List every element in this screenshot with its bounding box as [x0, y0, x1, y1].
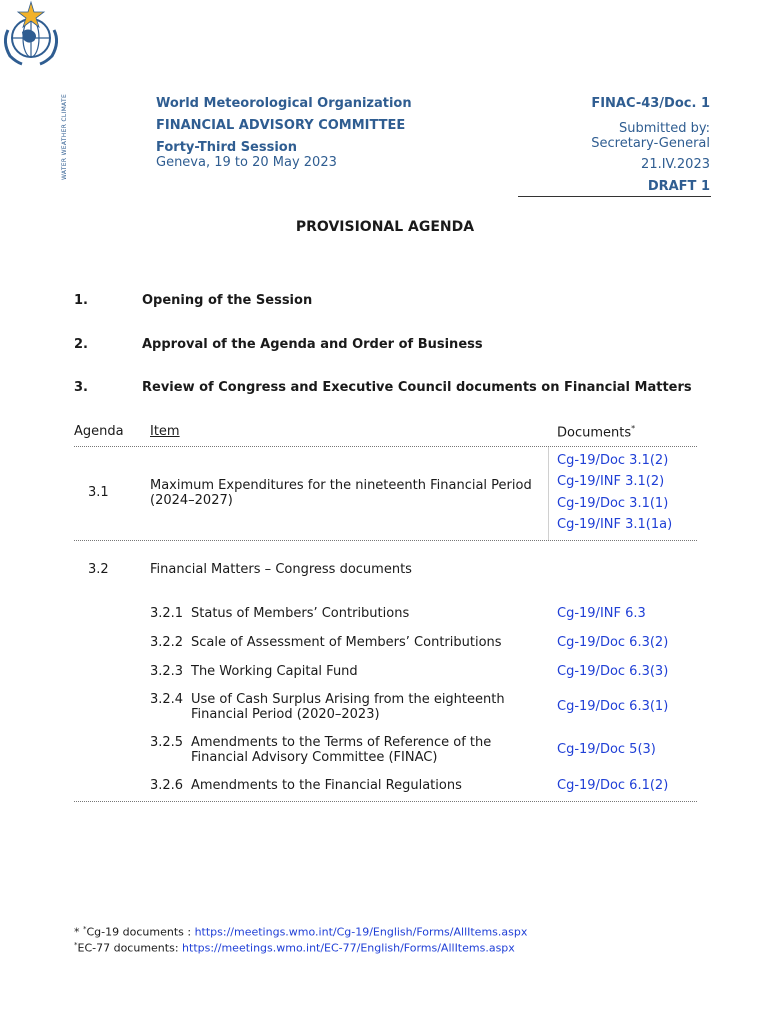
- agenda-number: 3.2: [88, 562, 109, 577]
- document-date: 21.IV.2023: [641, 157, 710, 172]
- footnote-mark: *: [631, 424, 636, 433]
- section-title: Approval of the Agenda and Order of Business: [142, 337, 483, 352]
- submitted-by: Secretary-General: [591, 136, 710, 151]
- sub-item: [150, 778, 540, 793]
- side-motto: WATER WEATHER CLIMATE: [61, 93, 68, 180]
- section-number: 1.: [74, 293, 88, 308]
- footnote-label: Cg-19 documents :: [86, 925, 195, 939]
- header-divider: [518, 196, 711, 197]
- footnote-ec: [74, 941, 515, 955]
- document-link[interactable]: Cg-19/Doc 6.1(2): [557, 778, 669, 793]
- section-title: Review of Congress and Executive Council documents on Financial Matters: [142, 380, 692, 395]
- wmo-emblem-icon: [0, 0, 66, 66]
- footnote-link[interactable]: https://meetings.wmo.int/EC-77/English/Forms/AllItems.aspx: [182, 941, 515, 955]
- organization-name: World Meteorological Organization: [156, 96, 412, 111]
- document-link[interactable]: Cg-19/Doc 3.1(1): [557, 496, 669, 511]
- sub-item-number: 3.2.2: [150, 635, 184, 650]
- footnote-congress: [74, 925, 527, 939]
- sub-item-number: 3.2.1: [150, 606, 184, 621]
- sub-item: [150, 606, 540, 621]
- sub-item-title-continued: Financial Period (2020–2023): [191, 707, 380, 722]
- sub-item-title: Status of Members’ Contributions: [191, 606, 410, 621]
- table-bottom-divider: [74, 801, 697, 802]
- table-header-divider: [74, 446, 697, 447]
- sub-item-title: Amendments to the Terms of Reference of the: [191, 735, 492, 750]
- sub-item: [150, 735, 540, 765]
- session-name: Forty-Third Session: [156, 140, 297, 155]
- agenda-item: Financial Matters – Congress documents: [150, 562, 412, 577]
- page-title: PROVISIONAL AGENDA: [295, 219, 475, 235]
- document-link[interactable]: Cg-19/INF 3.1(1a): [557, 517, 673, 532]
- section-number: 2.: [74, 337, 88, 352]
- place-date: Geneva, 19 to 20 May 2023: [156, 155, 337, 170]
- sub-item-title: Use of Cash Surplus Arising from the eighteenth: [191, 692, 505, 707]
- document-link[interactable]: Cg-19/Doc 5(3): [557, 742, 656, 757]
- document-link[interactable]: Cg-19/INF 3.1(2): [557, 474, 665, 489]
- sub-item-number: 3.2.6: [150, 778, 184, 793]
- footnote-mark: *: [83, 925, 87, 933]
- agenda-number: 3.1: [88, 485, 109, 500]
- sub-item: [150, 692, 540, 722]
- footnote-prefix: *: [74, 925, 83, 939]
- sub-item-title: Scale of Assessment of Members’ Contributions: [191, 635, 502, 650]
- document-link[interactable]: Cg-19/Doc 6.3(3): [557, 664, 669, 679]
- column-header-documents-label: Documents: [557, 425, 632, 441]
- document-link[interactable]: Cg-19/Doc 3.1(2): [557, 453, 669, 468]
- agenda-item: [150, 478, 532, 508]
- sub-item-title: The Working Capital Fund: [191, 664, 358, 679]
- column-separator: [548, 447, 549, 540]
- document-link[interactable]: Cg-19/Doc 6.3(1): [557, 699, 669, 714]
- document-reference: FINAC-43/Doc. 1: [591, 96, 710, 111]
- sub-item-number: 3.2.5: [150, 735, 184, 750]
- column-header-documents: [557, 424, 635, 440]
- sub-item-number: 3.2.3: [150, 664, 184, 679]
- footnote-link[interactable]: https://meetings.wmo.int/Cg-19/English/Forms/AllItems.aspx: [194, 925, 528, 939]
- column-header-item: Item: [150, 424, 180, 439]
- agenda-item-line: (2024–2027): [150, 493, 233, 508]
- committee-name: FINANCIAL ADVISORY COMMITTEE: [156, 118, 406, 133]
- sub-item: [150, 664, 540, 679]
- section-number: 3.: [74, 380, 88, 395]
- draft-label: DRAFT 1: [647, 179, 710, 194]
- sub-item-number: 3.2.4: [150, 692, 184, 707]
- sub-item-title-continued: Financial Advisory Committee (FINAC): [191, 750, 438, 765]
- sub-item: [150, 635, 540, 650]
- section-title: Opening of the Session: [142, 293, 313, 308]
- document-link[interactable]: Cg-19/Doc 6.3(2): [557, 635, 669, 650]
- table-row-divider: [74, 540, 697, 541]
- wmo-logo: [0, 0, 66, 66]
- document-link[interactable]: Cg-19/INF 6.3: [557, 606, 646, 621]
- column-header-agenda: Agenda: [74, 424, 124, 439]
- footnote-label: EC-77 documents:: [77, 941, 183, 955]
- submitted-by-label: Submitted by:: [619, 121, 710, 136]
- agenda-item-line: Maximum Expenditures for the nineteenth Financial Period: [150, 478, 532, 493]
- footnote-mark: *: [74, 941, 78, 949]
- sub-item-title: Amendments to the Financial Regulations: [191, 778, 462, 793]
